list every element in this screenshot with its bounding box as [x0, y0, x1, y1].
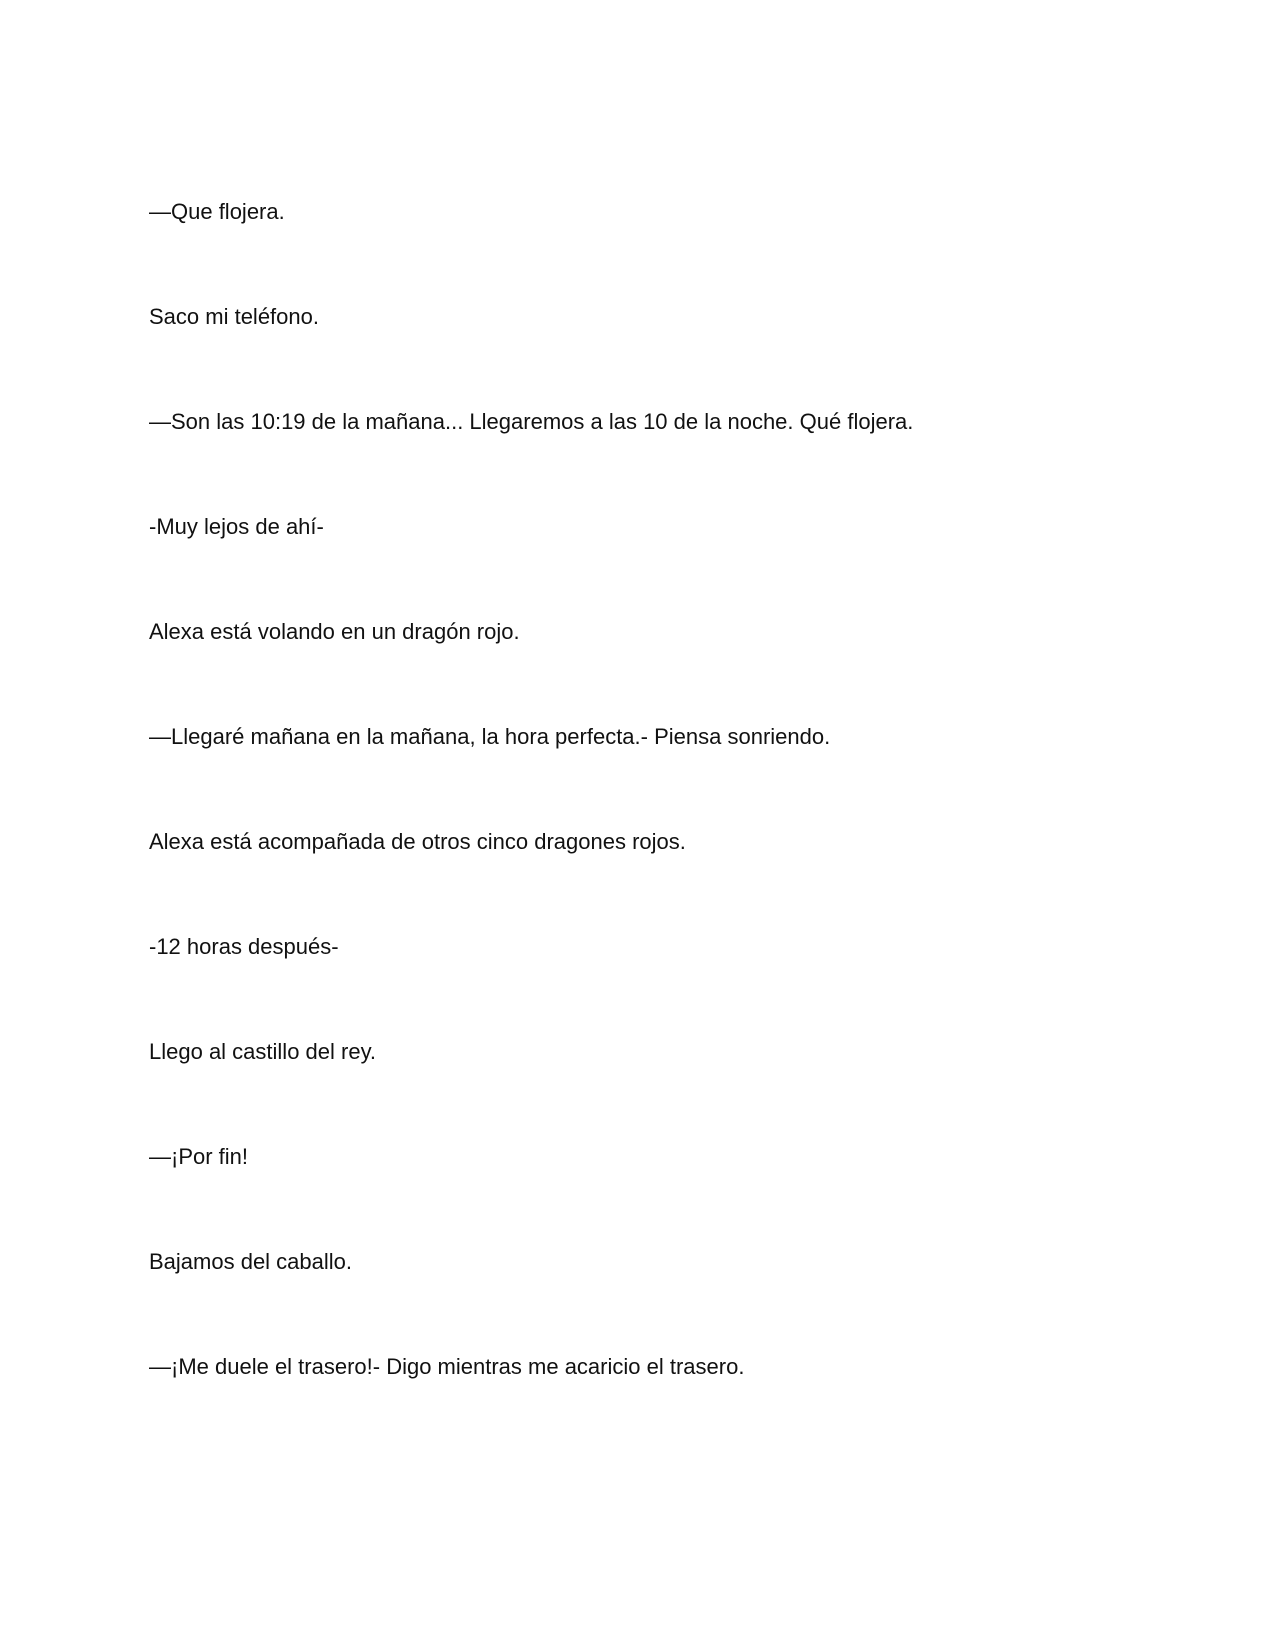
paragraph: Alexa está volando en un dragón rojo.	[149, 619, 520, 644]
paragraph: —¡Por fin!	[149, 1144, 249, 1169]
paragraph: Saco mi teléfono.	[149, 304, 319, 329]
document-body	[149, 198, 1149, 1458]
paragraph: -12 horas después-	[149, 934, 339, 959]
paragraph: —Que flojera.	[149, 199, 285, 224]
paragraph: -Muy lejos de ahí-	[149, 514, 324, 539]
paragraph: —Son las 10:19 de la mañana... Llegaremos a las 10 de la noche. Qué flojera.	[149, 409, 914, 434]
paragraph: —Llegaré mañana en la mañana, la hora perfecta.- Piensa sonriendo.	[149, 724, 831, 749]
paragraph: —¡Me duele el trasero!- Digo mientras me acaricio el trasero.	[149, 1354, 745, 1379]
paragraph: Bajamos del caballo.	[149, 1249, 353, 1274]
paragraph: Alexa está acompañada de otros cinco dragones rojos.	[149, 829, 686, 854]
paragraph: Llego al castillo del rey.	[149, 1039, 377, 1064]
